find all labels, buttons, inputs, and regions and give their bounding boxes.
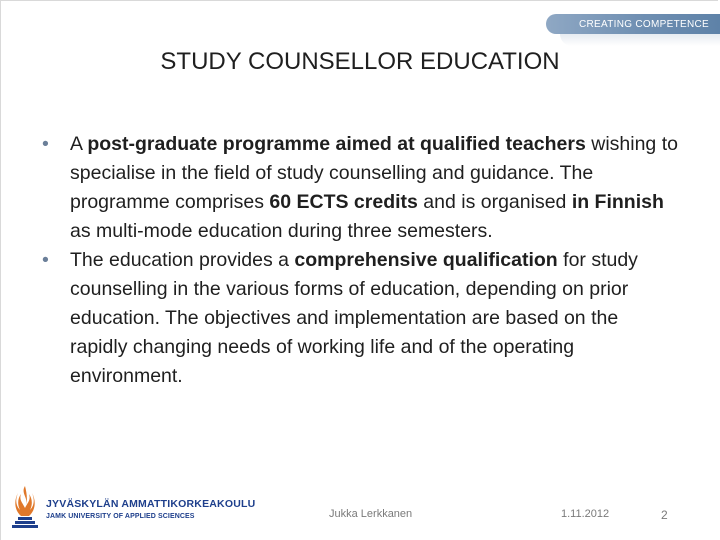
logo-subname: JAMK UNIVERSITY OF APPLIED SCIENCES (46, 513, 195, 520)
bold-text-run: post-graduate programme aimed at qualified teachers (87, 133, 586, 155)
text-run: as multi-mode education during three semesters. (70, 220, 493, 242)
text-run: and is organised (417, 191, 572, 213)
footer-date: 1.11.2012 (561, 508, 610, 520)
bullet-item-qualification (40, 246, 680, 391)
bullet-list (40, 130, 680, 391)
slide-title: STUDY COUNSELLOR EDUCATION (160, 48, 560, 75)
banner-shadow (560, 34, 720, 46)
text-run: The education provides a (70, 249, 295, 271)
banner-text: CREATING COMPETENCE (579, 18, 709, 30)
text-run: wishing to specialise in the field of study counselling and guidance. The programme comprises (70, 133, 678, 213)
bullet-item-programme (40, 130, 680, 246)
slide-border-left (0, 0, 1, 540)
jamk-logo (10, 484, 256, 528)
bold-text-run: in Finnish (571, 191, 664, 213)
slide-border-top (0, 0, 718, 1)
bold-text-run: 60 ECTS credits (269, 191, 418, 213)
bold-text-run: comprehensive qualification (294, 249, 558, 271)
logo-name: JYVÄSKYLÄN AMMATTIKORKEAKOULU (46, 498, 256, 510)
text-run: for study counselling in the various forms of education, depending on prior education. The objectives and implementation are based on the rapidly changing needs of working life and of the operating environment. (70, 249, 638, 387)
page-number: 2 (661, 508, 668, 522)
creating-competence-banner (546, 14, 720, 34)
footer-author: Jukka Lerkkanen (329, 508, 413, 520)
jamk-flame-logo-icon (10, 484, 40, 528)
text-run: A (70, 133, 88, 155)
